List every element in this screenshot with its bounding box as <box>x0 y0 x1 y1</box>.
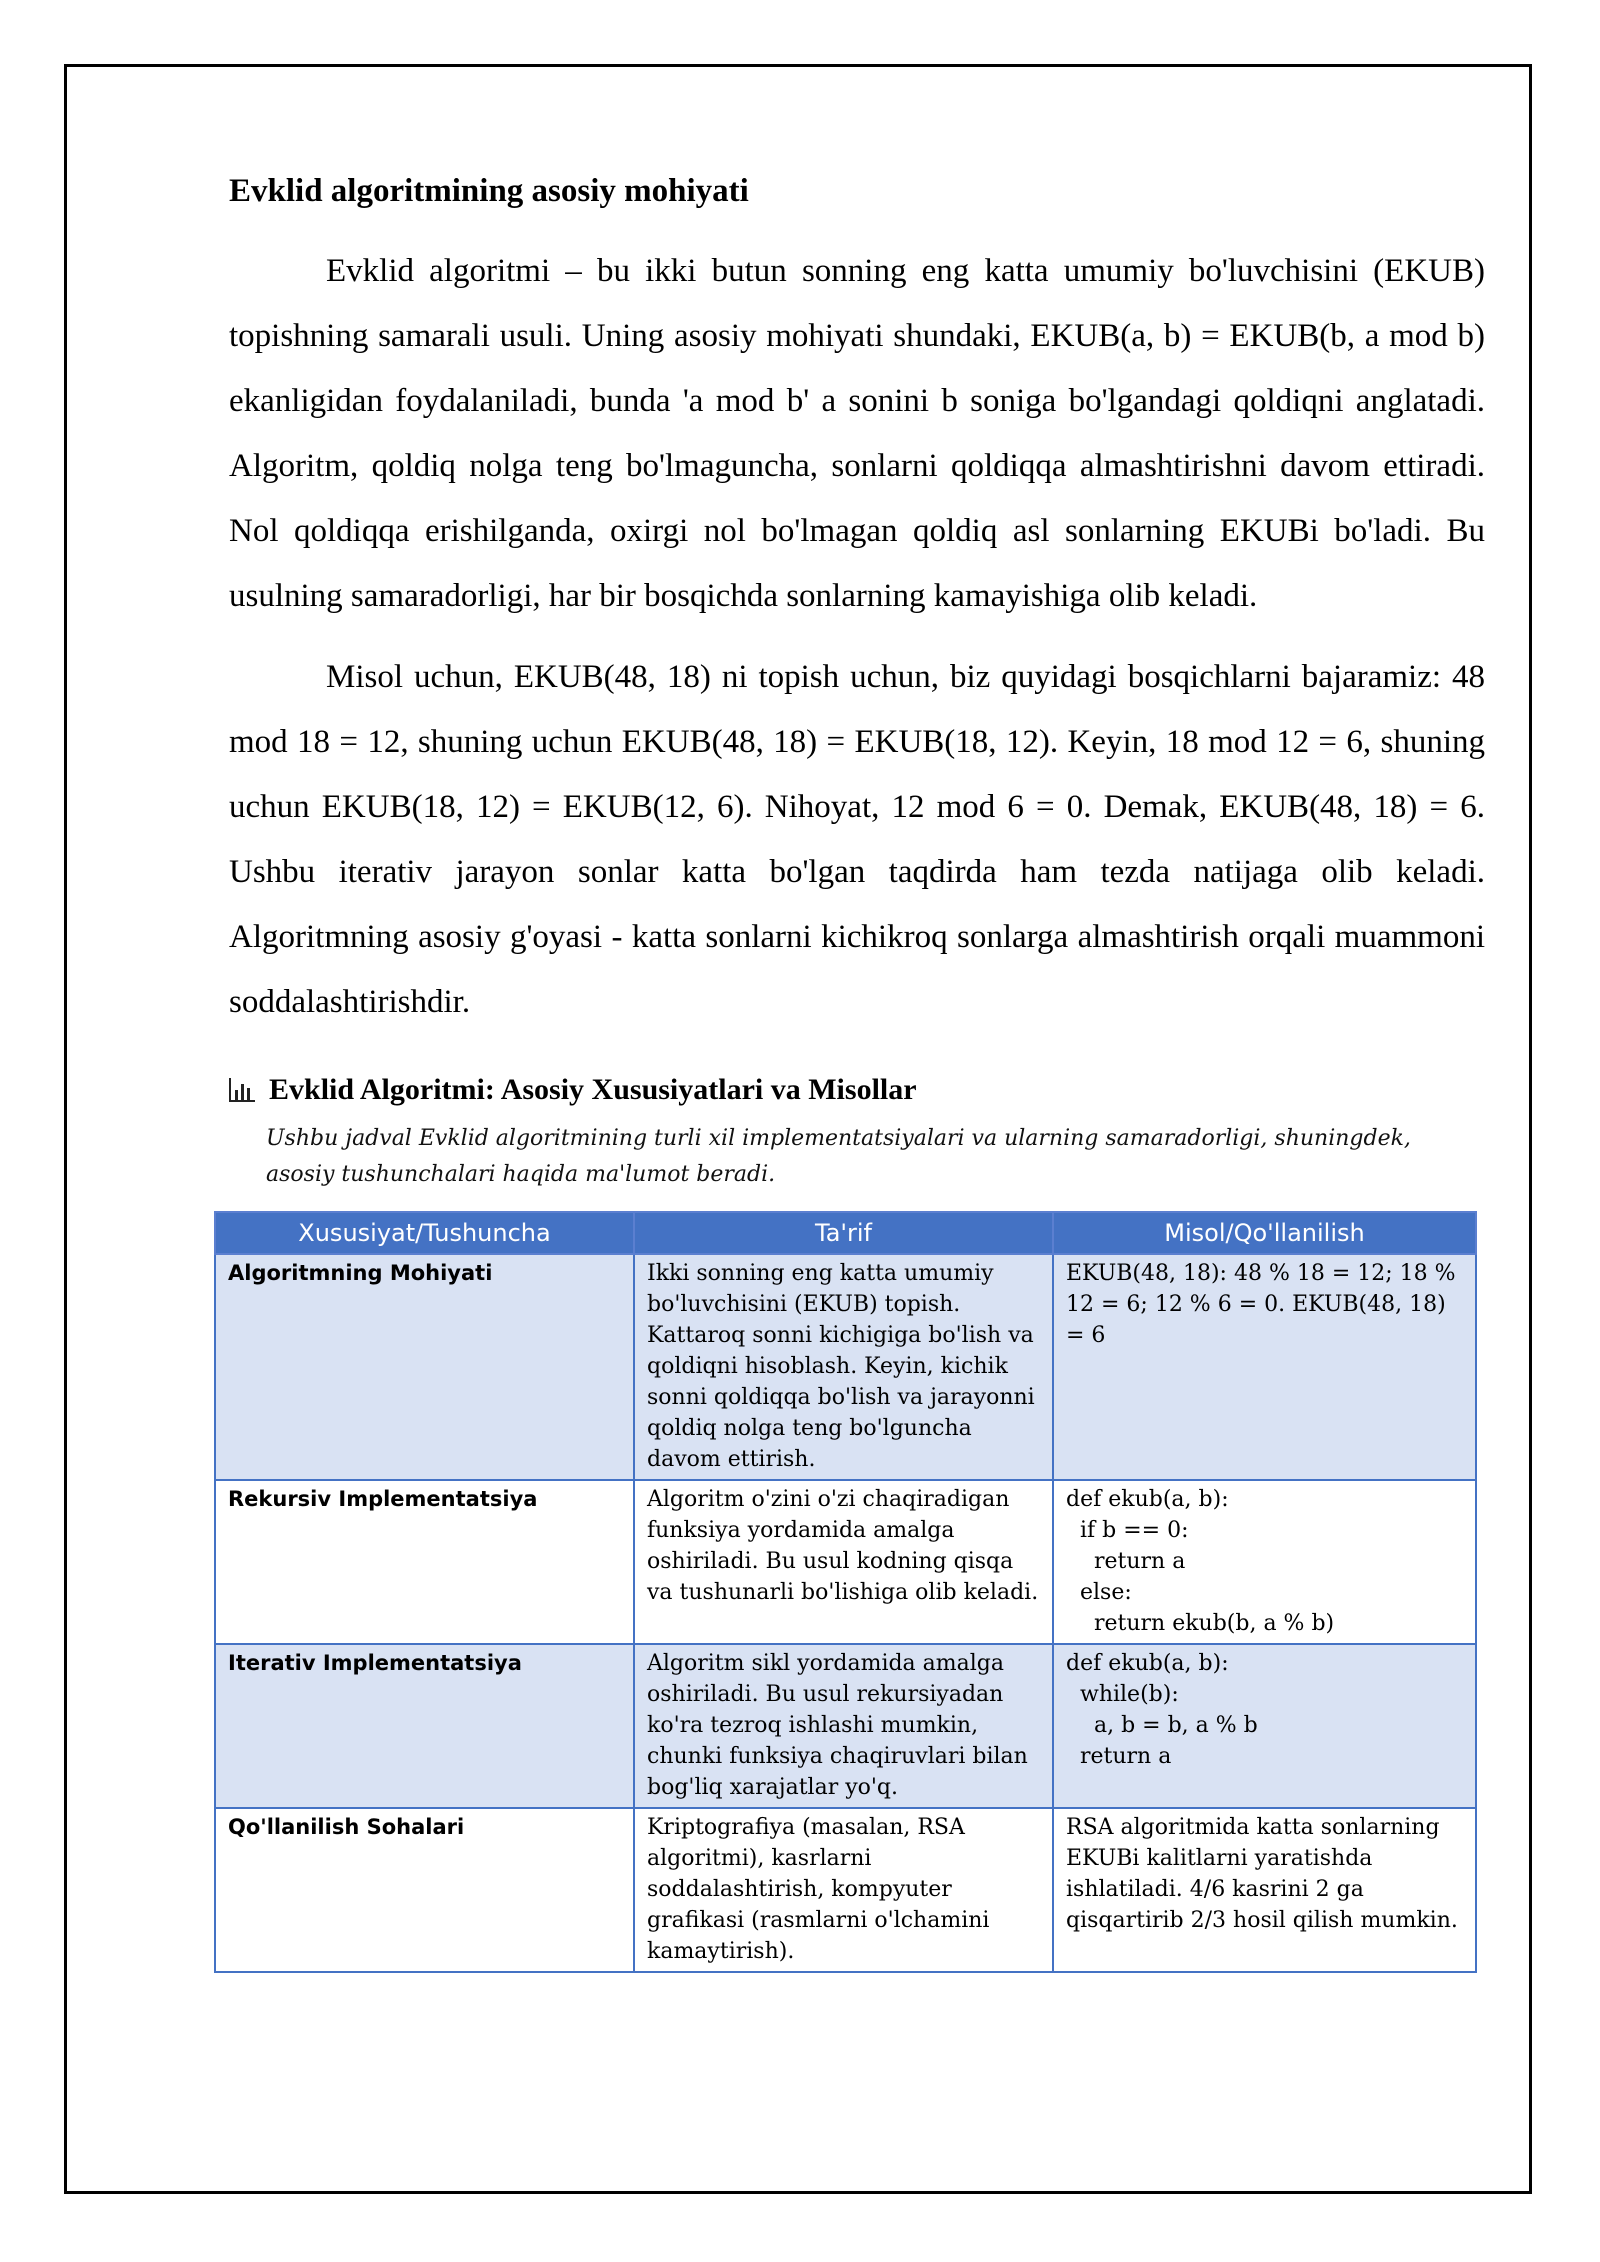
table-row <box>215 1480 1476 1644</box>
document-content <box>229 170 1485 1973</box>
table-header-row <box>215 1212 1476 1254</box>
bar-chart-icon <box>229 1078 257 1102</box>
feature-cell: Rekursiv Implementatsiya <box>215 1480 634 1644</box>
column-header: Xususiyat/Tushuncha <box>215 1212 634 1254</box>
feature-cell: Iterativ Implementatsiya <box>215 1644 634 1808</box>
definition-cell: Ikki sonning eng katta umumiy bo'luvchisini (EKUB) topish. Kattaroq sonni kichigiga bo'lish va qoldiqni hisoblash. Keyin, kichik sonni qoldiqqa bo'lish va jarayonni qoldiq nolga teng bo'lguncha davom ettirish. <box>634 1254 1053 1480</box>
features-table <box>214 1211 1477 1973</box>
feature-cell: Algoritmning Mohiyati <box>215 1254 634 1480</box>
table-heading <box>229 1073 1485 1107</box>
paragraph-2: Misol uchun, EKUB(48, 18) ni topish uchun, biz quyidagi bosqichlarni bajaramiz: 48 mod 18 = 12, shuning uchun EKUB(48, 18) = EKUB(18, 12). Keyin, 18 mod 12 = 6, shuning uchun EKUB(18, 12) = EKUB(12, 6). Nihoyat, 12 mod 6 = 0. Demak, EKUB(48, 18) = 6. Ushbu iterativ jarayon sonlar katta bo'lgan taqdirda ham tezda natijaga olib keladi. Algoritmning asosiy g'oyasi - katta sonlarni kichikroq sonlarga almashtirish orqali muammoni soddalashtirishdir. <box>229 658 1485 1020</box>
table-row <box>215 1644 1476 1808</box>
feature-cell: Qo'llanilish Sohalari <box>215 1808 634 1972</box>
definition-cell: Algoritm sikl yordamida amalga oshiriladi. Bu usul rekursiyadan ko'ra tezroq ishlashi mumkin, chunki funksiya chaqiruvlari bilan bog'liq xarajatlar yo'q. <box>634 1644 1053 1808</box>
example-cell: def ekub(a, b): while(b): a, b = b, a % b return a <box>1053 1644 1476 1808</box>
section-title: Evklid algoritmining asosiy mohiyati <box>229 173 749 209</box>
table-caption: Ushbu jadval Evklid algoritmining turli xil implementatsiyalari va ularning samaradorligi, shuningdek, asosiy tushunchalari haqida ma'lumot beradi. <box>266 1125 1411 1187</box>
definition-cell: Algoritm o'zini o'zi chaqiradigan funksiya yordamida amalga oshiriladi. Bu usul kodning qisqa va tushunarli bo'lishiga olib keladi. <box>634 1480 1053 1644</box>
column-header: Misol/Qo'llanilish <box>1053 1212 1476 1254</box>
table-heading-text: Evklid Algoritmi: Asosiy Xususiyatlari va Misollar <box>269 1072 917 1106</box>
paragraph-1: Evklid algoritmi – bu ikki butun sonning eng katta umumiy bo'luvchisini (EKUB) topishning samarali usuli. Uning asosiy mohiyati shundaki, EKUB(a, b) = EKUB(b, a mod b) ekanligidan foydalaniladi, bunda 'a mod b' a sonini b soniga bo'lgandagi qoldiqni anglatadi. Algoritm, qoldiq nolga teng bo'lmaguncha, sonlarni qoldiqqa almashtirishni davom ettiradi. Nol qoldiqqa erishilganda, oxirgi nol bo'lmagan qoldiq asl sonlarning EKUBi bo'ladi. Bu usulning samaradorligi, har bir bosqichda sonlarning kamayishiga olib keladi. <box>229 252 1485 614</box>
table-row <box>215 1808 1476 1972</box>
table-row <box>215 1254 1476 1480</box>
example-cell: RSA algoritmida katta sonlarning EKUBi kalitlarni yaratishda ishlatiladi. 4/6 kasrini 2 ga qisqartirib 2/3 hosil qilish mumkin. <box>1053 1808 1476 1972</box>
column-header: Ta'rif <box>634 1212 1053 1254</box>
definition-cell: Kriptografiya (masalan, RSA algoritmi), kasrlarni soddalashtirish, kompyuter grafikasi (rasmlarni o'lchamini kamaytirish). <box>634 1808 1053 1972</box>
example-cell: EKUB(48, 18): 48 % 18 = 12; 18 % 12 = 6; 12 % 6 = 0. EKUB(48, 18) = 6 <box>1053 1254 1476 1480</box>
example-cell: def ekub(a, b): if b == 0: return a else: return ekub(b, a % b) <box>1053 1480 1476 1644</box>
